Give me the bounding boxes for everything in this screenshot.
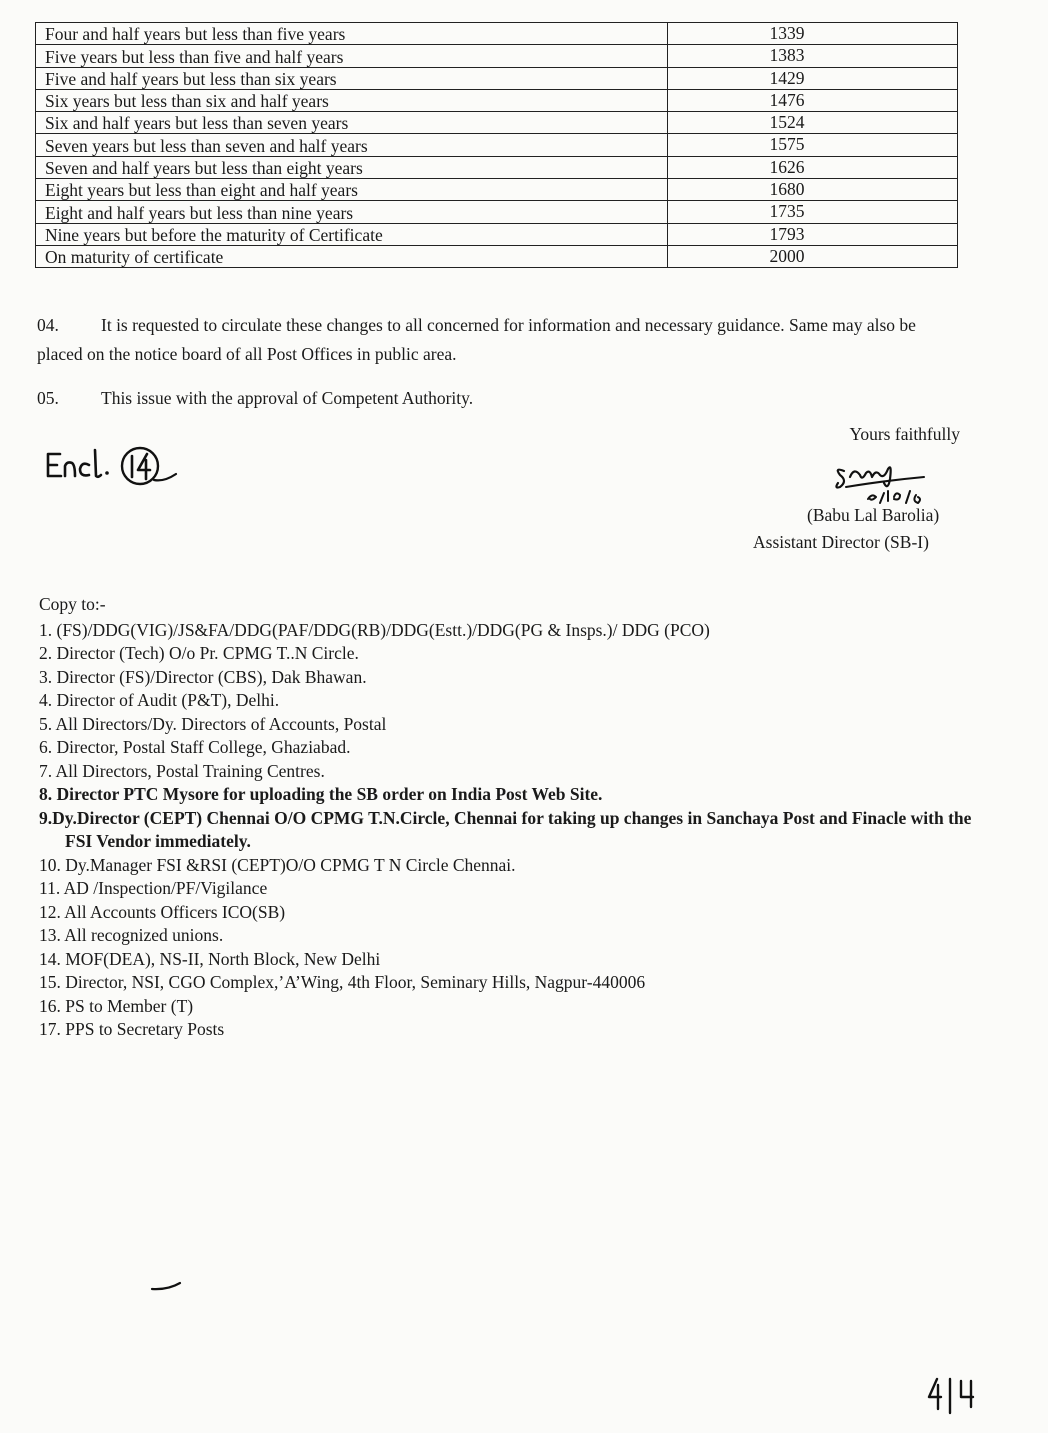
period-cell: Six and half years but less than seven years [36,112,668,134]
paragraph-number: 04. [37,315,59,335]
rate-table-row [36,89,958,111]
copy-to-list [39,619,999,1042]
signatory-name: (Babu Lal Barolia) [807,505,940,525]
period-cell: Eight years but less than eight and half years [36,179,668,201]
rate-table-row [36,201,958,223]
copy-to-item: 14. MOF(DEA), NS-II, North Block, New Delhi [39,948,381,969]
copy-to-item: 7. All Directors, Postal Training Centres. [39,760,325,781]
value-cell: 1524 [668,112,958,134]
copy-to-item: 8. Director PTC Mysore for uploading the SB order on India Post Web Site. [39,784,603,804]
handwritten-signature [832,457,952,512]
period-cell: Six years but less than six and half years [36,89,668,111]
value-cell: 1793 [668,223,958,245]
period-cell: Five years but less than five and half years [36,45,668,67]
period-cell: On maturity of certificate [36,245,668,267]
value-cell: 1339 [668,23,958,45]
period-cell: Eight and half years but less than nine years [36,201,668,223]
value-cell: 1575 [668,134,958,156]
value-cell: 1476 [668,89,958,111]
copy-to-item: 15. Director, NSI, CGO Complex,’A’Wing, 4th Floor, Seminary Hills, Nagpur-440006 [39,972,646,992]
copy-to-section [39,593,999,1042]
enclosure-handwritten [44,442,184,490]
copy-to-item: 6. Director, Postal Staff College, Ghaziabad. [39,737,351,757]
rate-table-row [36,134,958,156]
period-cell: Seven and half years but less than eight years [36,156,668,178]
rate-table-row [36,23,958,45]
copy-to-item: 11. AD /Inspection/PF/Vigilance [39,878,268,898]
paragraph-04 [37,311,952,369]
paragraph-text: This issue with the approval of Competent Authority. [101,388,474,408]
copy-to-heading: Copy to:- [39,594,106,614]
copy-to-item: 4. Director of Audit (P&T), Delhi. [39,690,280,710]
signatory-designation: Assistant Director (SB-I) [753,532,929,552]
copy-to-item: 5. All Directors/Dy. Directors of Accounts, Postal [39,713,387,734]
paragraph-05 [37,384,473,413]
copy-to-item: 10. Dy.Manager FSI &RSI (CEPT)O/O CPMG T N Circle Chennai. [39,854,516,875]
rate-table [35,22,958,268]
value-cell: 1429 [668,67,958,89]
copy-to-item: 17. PPS to Secretary Posts [39,1019,225,1039]
period-cell: Seven years but less than seven and half years [36,134,668,156]
rate-table-row [36,223,958,245]
value-cell: 1735 [668,201,958,223]
paragraph-text: It is requested to circulate these changes to all concerned for information and necessary guidance. Same may also be placed on the notice board of all Post Offices in public area. [37,315,916,364]
copy-to-item: 3. Director (FS)/Director (CBS), Dak Bhawan. [39,666,367,687]
rate-table-row [36,45,958,67]
copy-to-item: 9.Dy.Director (CEPT) Chennai O/O CPMG T.N.Circle, Chennai for taking up changes in Sanchaya Post and Finacle with the FSI Vendor immediately. [39,807,972,851]
rate-table-row [36,112,958,134]
value-cell: 2000 [668,245,958,267]
rate-table-row [36,67,958,89]
rate-table-row [36,156,958,178]
value-cell: 1680 [668,179,958,201]
copy-to-item: 1. (FS)/DDG(VIG)/JS&FA/DDG(PAF/DDG(RB)/DDG(Estt.)/DDG(PG & Insps.)/ DDG (PCO) [39,619,710,640]
period-cell: Five and half years but less than six years [36,67,668,89]
closing-salutation: Yours faithfully [849,424,960,444]
paragraph-number: 05. [37,388,59,408]
value-cell: 1626 [668,156,958,178]
rate-table-body [36,23,958,268]
copy-to-item: 2. Director (Tech) O/o Pr. CPMG T..N Circle. [39,643,359,663]
handwritten-page-number [925,1375,980,1415]
rate-table-row [36,179,958,201]
pen-dash-mark [150,1280,184,1292]
value-cell: 1383 [668,45,958,67]
period-cell: Four and half years but less than five years [36,23,668,45]
copy-to-item: 16. PS to Member (T) [39,995,194,1016]
period-cell: Nine years but before the maturity of Certificate [36,223,668,245]
rate-table-row [36,245,958,267]
copy-to-item: 12. All Accounts Officers ICO(SB) [39,901,286,922]
copy-to-item: 13. All recognized unions. [39,925,224,945]
